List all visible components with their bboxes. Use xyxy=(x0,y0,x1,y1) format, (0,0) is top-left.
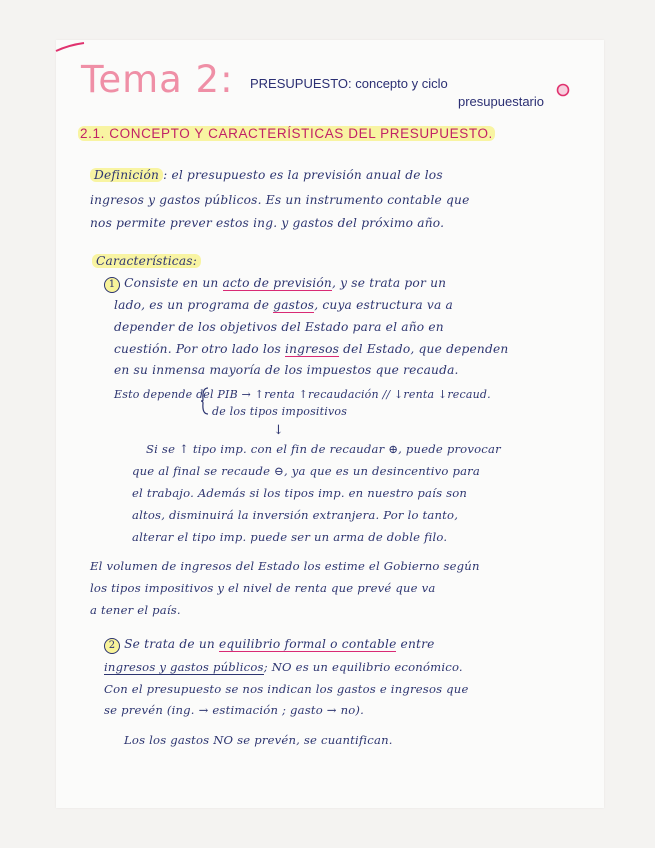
circle-mark xyxy=(556,83,570,97)
definition-line1: Definición : el presupuesto es la previsión anual de los xyxy=(90,168,443,182)
c2-line1: 2 Se trata de un equilibrio formal o contable entre xyxy=(104,637,435,654)
definition-line3: nos permite prever estos ing. y gastos del próximo año. xyxy=(90,216,445,230)
definition-label: Definición xyxy=(90,168,163,182)
volume-line1: El volumen de ingresos del Estado los estime el Gobierno según xyxy=(90,559,480,573)
c1-para-line1: Si se ↑ tipo imp. con el fin de recaudar ⊕, puede provocar xyxy=(146,442,501,456)
volume-line3: a tener el país. xyxy=(90,603,181,617)
page-title: Tema 2: xyxy=(81,58,234,101)
c1-para-line3: el trabajo. Además si los tipos imp. en nuestro país son xyxy=(132,486,468,500)
item-number-2: 2 xyxy=(104,638,120,654)
c1-line3: depender de los objetivos del Estado para el año en xyxy=(114,320,444,334)
c1-line1: 1 Consiste en un acto de previsión, y se trata por un xyxy=(104,276,446,293)
definition-line2: ingresos y gastos públicos. Es un instrumento contable que xyxy=(90,193,470,207)
c2-line3: Con el presupuesto se nos indican los gastos e ingresos que xyxy=(104,682,469,696)
brace-mark xyxy=(200,386,210,416)
c1-line6: Esto depende del PIB → ↑renta ↑recaudación // ↓renta ↓recaud. xyxy=(114,388,491,401)
c1-para-line5: alterar el tipo imp. puede ser un arma de doble filo. xyxy=(132,530,448,544)
c1-line2: lado, es un programa de gastos, cuya estructura va a xyxy=(114,298,453,312)
c1-line4: cuestión. Por otro lado los ingresos del Estado, que dependen xyxy=(114,342,509,356)
down-arrow-icon: ↓ xyxy=(273,423,285,438)
item-number-1: 1 xyxy=(104,277,120,293)
pen-stroke-mark xyxy=(54,41,86,53)
volume-line2: los tipos impositivos y el nivel de renta que prevé que va xyxy=(90,581,436,595)
title-subtitle-line1: PRESUPUESTO: concepto y ciclo xyxy=(250,76,448,91)
c2-line4: se prevén (ing. → estimación ; gasto → no). xyxy=(104,703,365,717)
c1-line5: en su inmensa mayoría de los impuestos que recauda. xyxy=(114,363,459,377)
c2-line5: Los los gastos NO se prevén, se cuantifican. xyxy=(124,733,393,747)
characteristics-label: Características: xyxy=(92,254,201,268)
c1-line7: de los tipos impositivos xyxy=(212,405,348,418)
c1-para-line2: que al final se recaude ⊖, ya que es un desincentivo para xyxy=(132,464,481,478)
c1-para-line4: altos, disminuirá la inversión extranjera. Por lo tanto, xyxy=(132,508,459,522)
c2-line2: ingresos y gastos públicos; NO es un equilibrio económico. xyxy=(104,660,463,674)
section-heading: 2.1. CONCEPTO Y CARACTERÍSTICAS DEL PRESUPUESTO. xyxy=(80,126,493,141)
title-subtitle-line2: presupuestario xyxy=(458,94,544,109)
